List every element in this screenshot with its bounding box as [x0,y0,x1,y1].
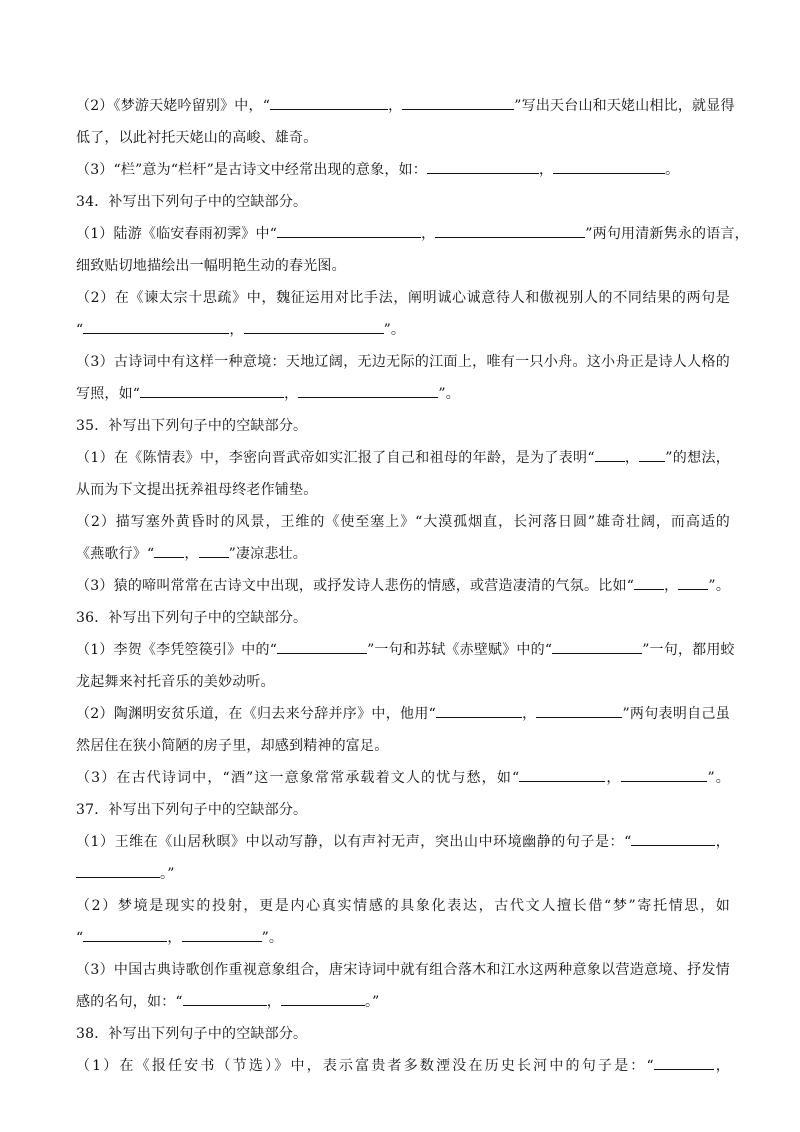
answer-blank[interactable] [83,320,229,334]
answer-blank[interactable] [519,768,605,782]
answer-blank[interactable] [199,544,229,558]
q36-3-line-1: （3）在古代诗词中，“酒”这一意象常常承载着文人的忧与愁，如“ ， ”。 [76,770,731,786]
q36-1-line-1: （1）李贺《李凭箜篌引》中的“ ”一句和苏轼《赤壁赋》中的“ ”一句，都用蛟 [76,642,735,658]
q34-1-line-2: 细致贴切地描绘出一幅明艳生动的春光图。 [76,258,346,274]
q36-2-line-1: （2）陶渊明安贫乐道，在《归去来兮辞并序》中，他用“ ， ”两句表明自己虽 [76,706,731,722]
q34-heading: 34．补写出下列句子中的空缺部分。 [76,194,308,210]
answer-blank[interactable] [552,640,642,654]
answer-blank[interactable] [631,832,715,846]
q36-heading: 36．补写出下列句子中的空缺部分。 [76,610,308,626]
answer-blank[interactable] [140,384,284,398]
answer-blank[interactable] [83,928,167,942]
answer-blank[interactable] [639,448,665,462]
answer-blank[interactable] [281,992,365,1006]
q35-2-line-1: （2）描写塞外黄昏时的风景，王维的《使至塞上》“大漠孤烟直，长河落日圆”雄奇壮阔，而高适的 [76,514,730,530]
answer-blank[interactable] [76,864,160,878]
answer-blank[interactable] [298,384,438,398]
answer-blank[interactable] [678,576,708,590]
q35-3-line-1: （3）猿的啼叫常常在古诗文中出现，或抒发诗人悲伤的情感，或营造凄清的气氛。比如“ ， ”。 [76,578,731,594]
q35-1-line-1: （1）在《陈情表》中，李密向晋武帝如实汇报了自己和祖母的年龄，是为了表明“ ， ”的想法， [76,450,730,466]
q37-1-line-2: 。” [76,864,730,884]
q34-2-line-2: “ ， ”。 [76,322,406,338]
answer-blank[interactable] [277,640,367,654]
answer-blank[interactable] [621,768,707,782]
answer-blank[interactable] [436,704,522,718]
q37-2-line-1: （2）梦境是现实的投射，更是内心真实情感的具象化表达，古代文人擅长借“梦”寄托情思，如 [76,898,730,914]
answer-blank[interactable] [595,448,625,462]
q36-2-line-2: 然居住在狭小简陋的房子里，却感到精神的富足。 [76,738,389,754]
answer-blank[interactable] [536,704,622,718]
q34-3-line-2: 写照，如“ ， ”。 [76,386,460,402]
answer-blank[interactable] [154,544,184,558]
answer-blank[interactable] [182,928,262,942]
q33-3-line-1: （3）“栏”意为“栏杆”是古诗文中经常出现的意象，如： ， 。 [76,162,680,178]
q34-3-line-1: （3）古诗词中有这样一种意境：天地辽阔，无边无际的江面上，唯有一只小舟。这小舟正是诗人人格的 [76,354,730,370]
q37-1-line-1: （1）王维在《山居秋暝》中以动写静，以有声衬无声，突出山中环境幽静的句子是：“ ， [76,834,730,850]
answer-blank[interactable] [244,320,384,334]
answer-blank[interactable] [277,224,421,238]
q37-3-line-2: 感的名句，如：“ ， 。” [76,994,380,1010]
answer-blank[interactable] [402,96,514,110]
q38-heading: 38．补写出下列句子中的空缺部分。 [76,1026,308,1042]
answer-blank[interactable] [435,224,585,238]
answer-blank[interactable] [654,1056,714,1070]
q35-2-line-2: 《燕歌行》“ ， ”凄凉悲壮。 [76,546,307,562]
q34-2-line-1: （2）在《谏太宗十思疏》中，魏征运用对比手法，阐明诚心诚意待人和傲视别人的不同结果的两句是 [76,290,730,306]
answer-blank[interactable] [183,992,267,1006]
q33-2-line-1: （2）《梦游天姥吟留别》中，“ ， ”写出天台山和天姥山相比，就显得 [76,98,735,114]
q33-2-line-2: 低了，以此衬托天姥山的高峻、雄奇。 [76,130,318,146]
q35-heading: 35．补写出下列句子中的空缺部分。 [76,418,308,434]
q37-2-line-2: “ ， ”。 [76,930,284,946]
answer-blank[interactable] [553,160,665,174]
answer-blank[interactable] [634,576,664,590]
q36-1-line-2: 龙起舞来衬托音乐的美妙动听。 [76,674,275,690]
q34-1-line-1: （1）陆游《临安春雨初霁》中“ ， ”两句用清新隽永的语言， [76,226,749,242]
answer-blank[interactable] [270,96,388,110]
q35-1-line-2: 从而为下文提出抚养祖母终老作铺垫。 [76,482,318,498]
answer-blank[interactable] [427,160,539,174]
q37-3-line-1: （3）中国古典诗歌创作重视意象组合，唐宋诗词中就有组合落木和江水这两种意象以营造意境、抒发情 [76,962,730,978]
q37-heading: 37．补写出下列句子中的空缺部分。 [76,802,308,818]
q38-1-line-1: （1）在《报任安书（节选）》中，表示富贵者多数湮没在历史长河中的句子是：“ ， [76,1058,730,1074]
